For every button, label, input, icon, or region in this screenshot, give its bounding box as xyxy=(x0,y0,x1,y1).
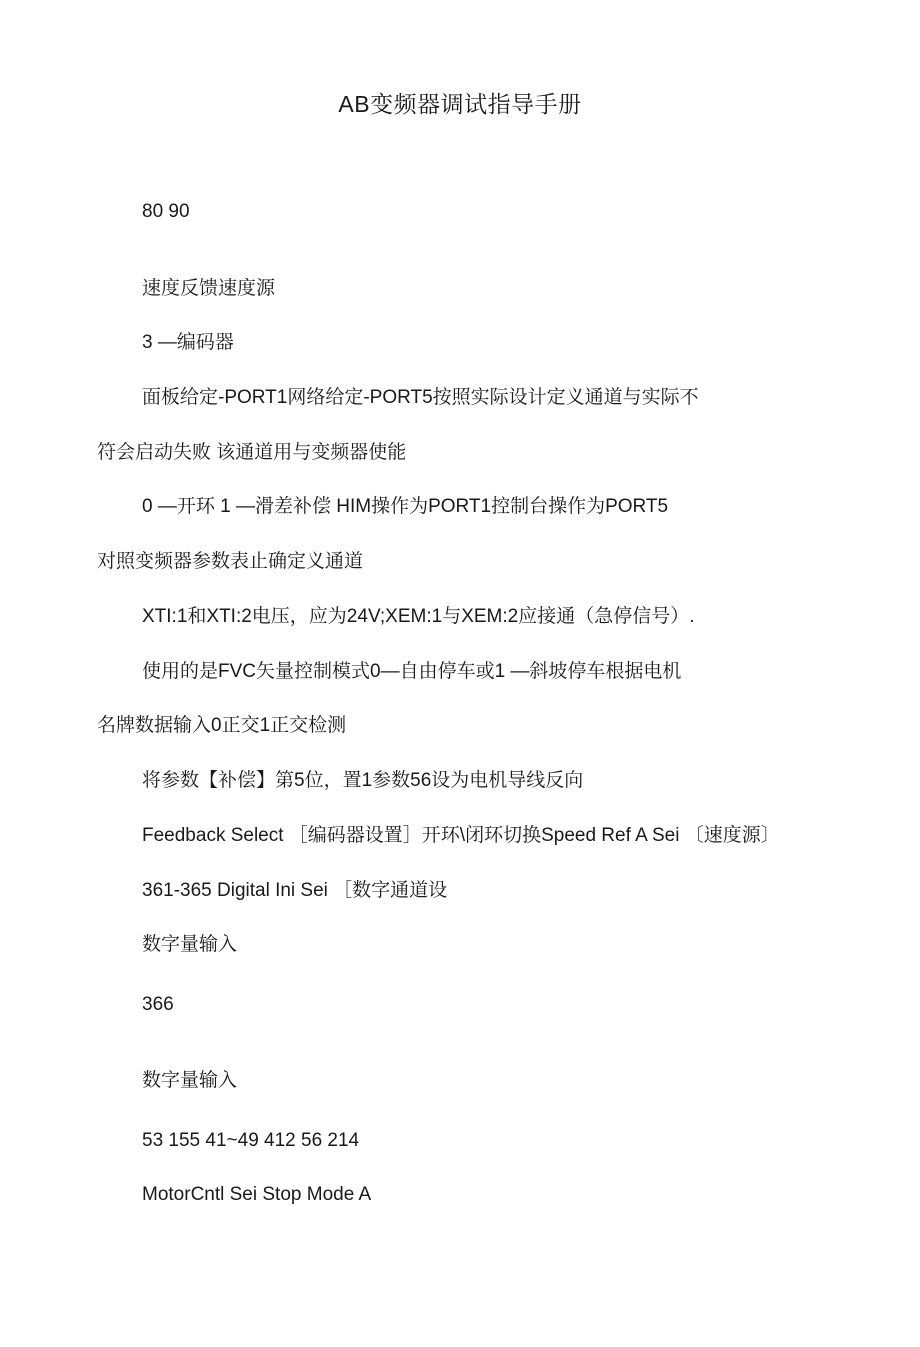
text-line: 对照变频器参数表止确定义通道 xyxy=(97,551,364,572)
text-line: Feedback Select ［编码器设置］开环\闭环切换Speed Ref A Sei 〔速度源〕 xyxy=(142,825,780,846)
text-line: XTI:1和XTI:2电压，应为24V;XEM:1与XEM:2应接通（急停信号）. xyxy=(142,606,695,627)
text-line: 符会启动失败 该通道用与变频器使能 xyxy=(97,442,407,463)
text-line: 3 —编码器 xyxy=(142,332,234,353)
text-line: 名牌数据输入0正交1正交检测 xyxy=(97,715,347,736)
text-line: 366 xyxy=(142,994,174,1015)
text-line: 361-365 Digital Ini Sei ［数字通道设 xyxy=(142,880,448,901)
text-line: 将参数【补偿】第5位，置1参数56设为电机导线反向 xyxy=(142,770,584,791)
text-line: 使用的是FVC矢量控制模式0—自由停车或1 —斜坡停车根据电机 xyxy=(142,661,682,682)
text-line: MotorCntl Sei Stop Mode A xyxy=(142,1184,372,1205)
text-line: 0 —开环 1 —滑差补偿 HIM操作为PORT1控制台操作为PORT5 xyxy=(142,496,669,517)
text-line: 数字量输入 xyxy=(142,934,238,955)
text-line: 速度反馈速度源 xyxy=(142,278,276,299)
document-title: AB变频器调试指导手册 xyxy=(338,91,582,117)
text-line: 面板给定-PORT1网络给定-PORT5按照实际设计定义通道与实际不 xyxy=(142,387,699,408)
text-line: 80 90 xyxy=(142,201,190,222)
text-line: 数字量输入 xyxy=(142,1070,238,1091)
text-line: 53 155 41~49 412 56 214 xyxy=(142,1130,360,1151)
